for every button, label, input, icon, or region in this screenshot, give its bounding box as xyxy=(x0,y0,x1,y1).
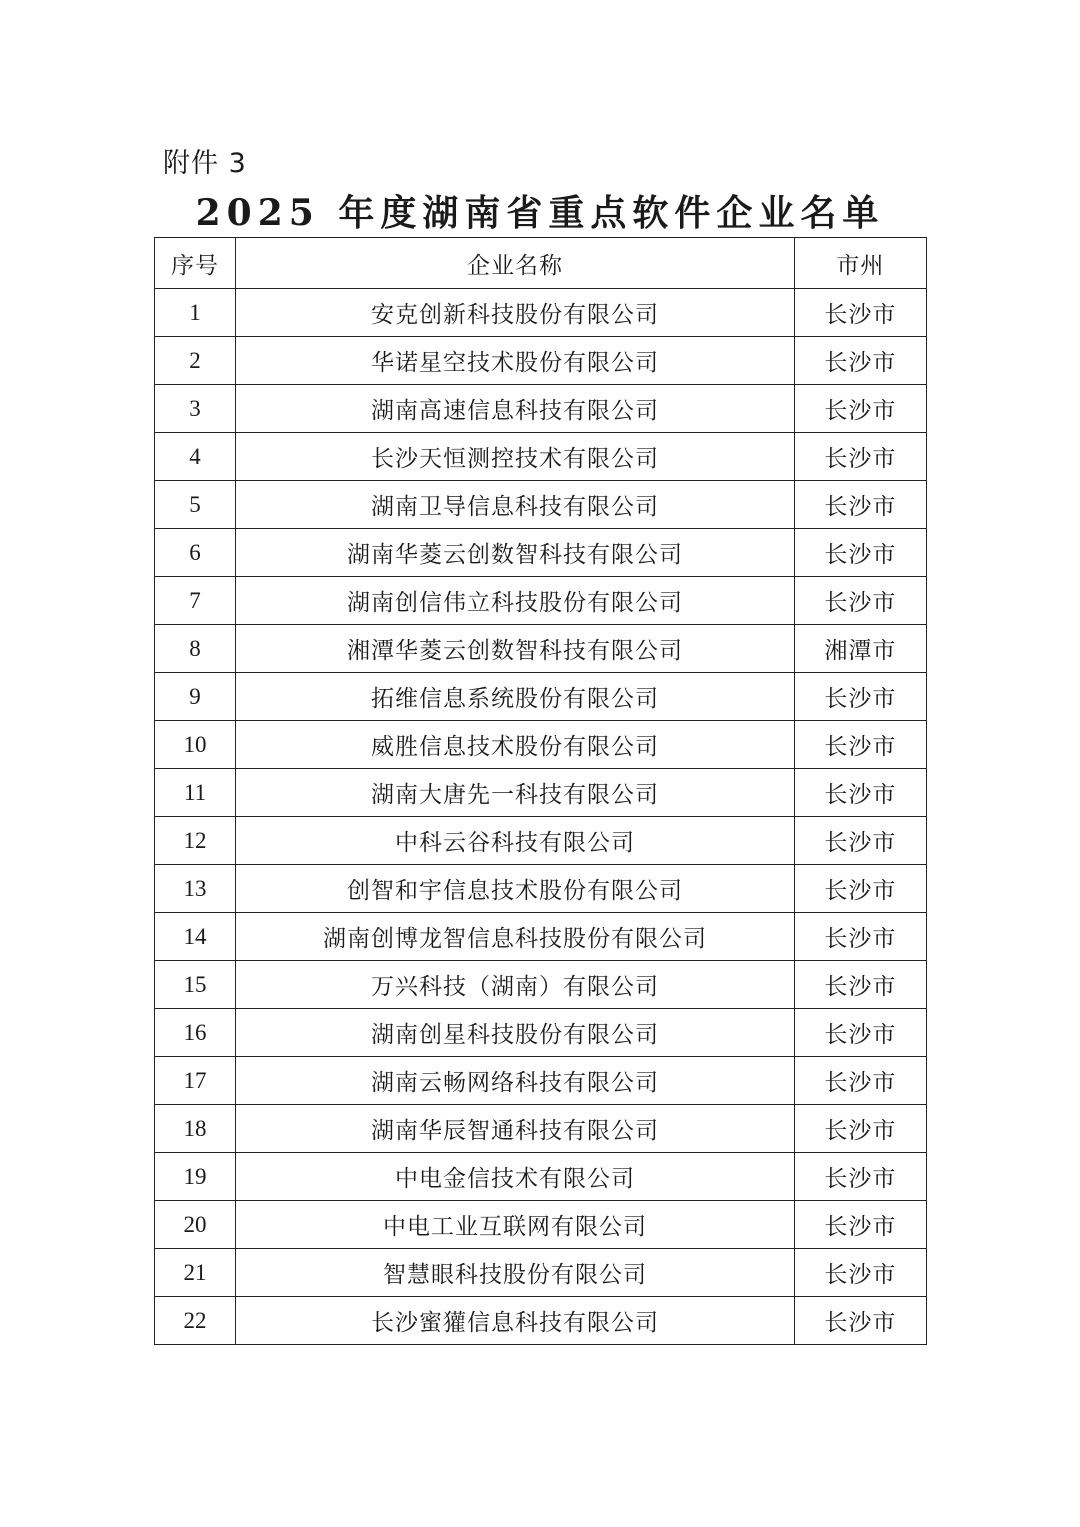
table-row xyxy=(155,289,927,337)
table-row xyxy=(155,865,927,913)
row-company-name: 湖南华辰智通科技有限公司 xyxy=(236,1105,795,1153)
row-city: 长沙市 xyxy=(794,289,926,337)
row-seq: 6 xyxy=(155,529,236,577)
table-row xyxy=(155,961,927,1009)
row-seq: 3 xyxy=(155,385,236,433)
row-company-name: 长沙天恒测控技术有限公司 xyxy=(236,433,795,481)
table-row xyxy=(155,529,927,577)
row-company-name: 湖南创星科技股份有限公司 xyxy=(236,1009,795,1057)
row-seq: 1 xyxy=(155,289,236,337)
table-row xyxy=(155,913,927,961)
row-city: 长沙市 xyxy=(794,1249,926,1297)
row-company-name: 长沙蜜獾信息科技有限公司 xyxy=(236,1297,795,1345)
row-seq: 19 xyxy=(155,1153,236,1201)
table-row xyxy=(155,337,927,385)
row-city: 长沙市 xyxy=(794,577,926,625)
company-table xyxy=(154,237,927,1345)
table-row xyxy=(155,721,927,769)
row-company-name: 华诺星空技术股份有限公司 xyxy=(236,337,795,385)
table-row xyxy=(155,1249,927,1297)
row-company-name: 湖南云畅网络科技有限公司 xyxy=(236,1057,795,1105)
row-seq: 4 xyxy=(155,433,236,481)
row-seq: 16 xyxy=(155,1009,236,1057)
table-row xyxy=(155,1057,927,1105)
row-city: 长沙市 xyxy=(794,385,926,433)
row-seq: 5 xyxy=(155,481,236,529)
row-seq: 15 xyxy=(155,961,236,1009)
row-city: 长沙市 xyxy=(794,865,926,913)
table-row xyxy=(155,625,927,673)
table-row xyxy=(155,433,927,481)
row-company-name: 湖南创信伟立科技股份有限公司 xyxy=(236,577,795,625)
row-seq: 9 xyxy=(155,673,236,721)
row-seq: 21 xyxy=(155,1249,236,1297)
table-row xyxy=(155,481,927,529)
header-city: 市州 xyxy=(794,238,926,289)
table-body xyxy=(155,289,927,1345)
row-city: 长沙市 xyxy=(794,433,926,481)
row-seq: 2 xyxy=(155,337,236,385)
row-seq: 22 xyxy=(155,1297,236,1345)
row-company-name: 中科云谷科技有限公司 xyxy=(236,817,795,865)
row-seq: 13 xyxy=(155,865,236,913)
header-seq: 序号 xyxy=(155,238,236,289)
row-city: 长沙市 xyxy=(794,337,926,385)
row-city: 长沙市 xyxy=(794,529,926,577)
table-row xyxy=(155,673,927,721)
row-company-name: 创智和宇信息技术股份有限公司 xyxy=(236,865,795,913)
row-city: 长沙市 xyxy=(794,721,926,769)
table-row xyxy=(155,769,927,817)
row-company-name: 湖南卫导信息科技有限公司 xyxy=(236,481,795,529)
row-company-name: 湘潭华菱云创数智科技有限公司 xyxy=(236,625,795,673)
row-seq: 18 xyxy=(155,1105,236,1153)
row-city: 长沙市 xyxy=(794,961,926,1009)
header-company-name: 企业名称 xyxy=(236,238,795,289)
row-company-name: 湖南大唐先一科技有限公司 xyxy=(236,769,795,817)
document-title: 2025 年度湖南省重点软件企业名单 xyxy=(195,192,885,234)
table-row xyxy=(155,577,927,625)
row-city: 长沙市 xyxy=(794,1153,926,1201)
table-row xyxy=(155,1201,927,1249)
row-company-name: 中电金信技术有限公司 xyxy=(236,1153,795,1201)
row-city: 长沙市 xyxy=(794,481,926,529)
row-city: 湘潭市 xyxy=(794,625,926,673)
row-company-name: 智慧眼科技股份有限公司 xyxy=(236,1249,795,1297)
row-company-name: 湖南华菱云创数智科技有限公司 xyxy=(236,529,795,577)
row-company-name: 威胜信息技术股份有限公司 xyxy=(236,721,795,769)
row-seq: 14 xyxy=(155,913,236,961)
row-city: 长沙市 xyxy=(794,1201,926,1249)
row-city: 长沙市 xyxy=(794,1297,926,1345)
row-city: 长沙市 xyxy=(794,1057,926,1105)
row-seq: 11 xyxy=(155,769,236,817)
table-header-row xyxy=(155,238,927,289)
row-city: 长沙市 xyxy=(794,1009,926,1057)
table-row xyxy=(155,1297,927,1345)
attachment-label: 附件 3 xyxy=(163,148,247,179)
row-seq: 10 xyxy=(155,721,236,769)
row-city: 长沙市 xyxy=(794,817,926,865)
row-company-name: 安克创新科技股份有限公司 xyxy=(236,289,795,337)
table-row xyxy=(155,385,927,433)
row-company-name: 万兴科技（湖南）有限公司 xyxy=(236,961,795,1009)
row-company-name: 中电工业互联网有限公司 xyxy=(236,1201,795,1249)
row-seq: 17 xyxy=(155,1057,236,1105)
row-company-name: 湖南高速信息科技有限公司 xyxy=(236,385,795,433)
row-company-name: 湖南创博龙智信息科技股份有限公司 xyxy=(236,913,795,961)
table-row xyxy=(155,817,927,865)
row-city: 长沙市 xyxy=(794,913,926,961)
table-row xyxy=(155,1105,927,1153)
table-row xyxy=(155,1153,927,1201)
row-seq: 7 xyxy=(155,577,236,625)
row-seq: 8 xyxy=(155,625,236,673)
table-row xyxy=(155,1009,927,1057)
row-seq: 20 xyxy=(155,1201,236,1249)
row-city: 长沙市 xyxy=(794,769,926,817)
row-company-name: 拓维信息系统股份有限公司 xyxy=(236,673,795,721)
row-city: 长沙市 xyxy=(794,673,926,721)
row-seq: 12 xyxy=(155,817,236,865)
row-city: 长沙市 xyxy=(794,1105,926,1153)
